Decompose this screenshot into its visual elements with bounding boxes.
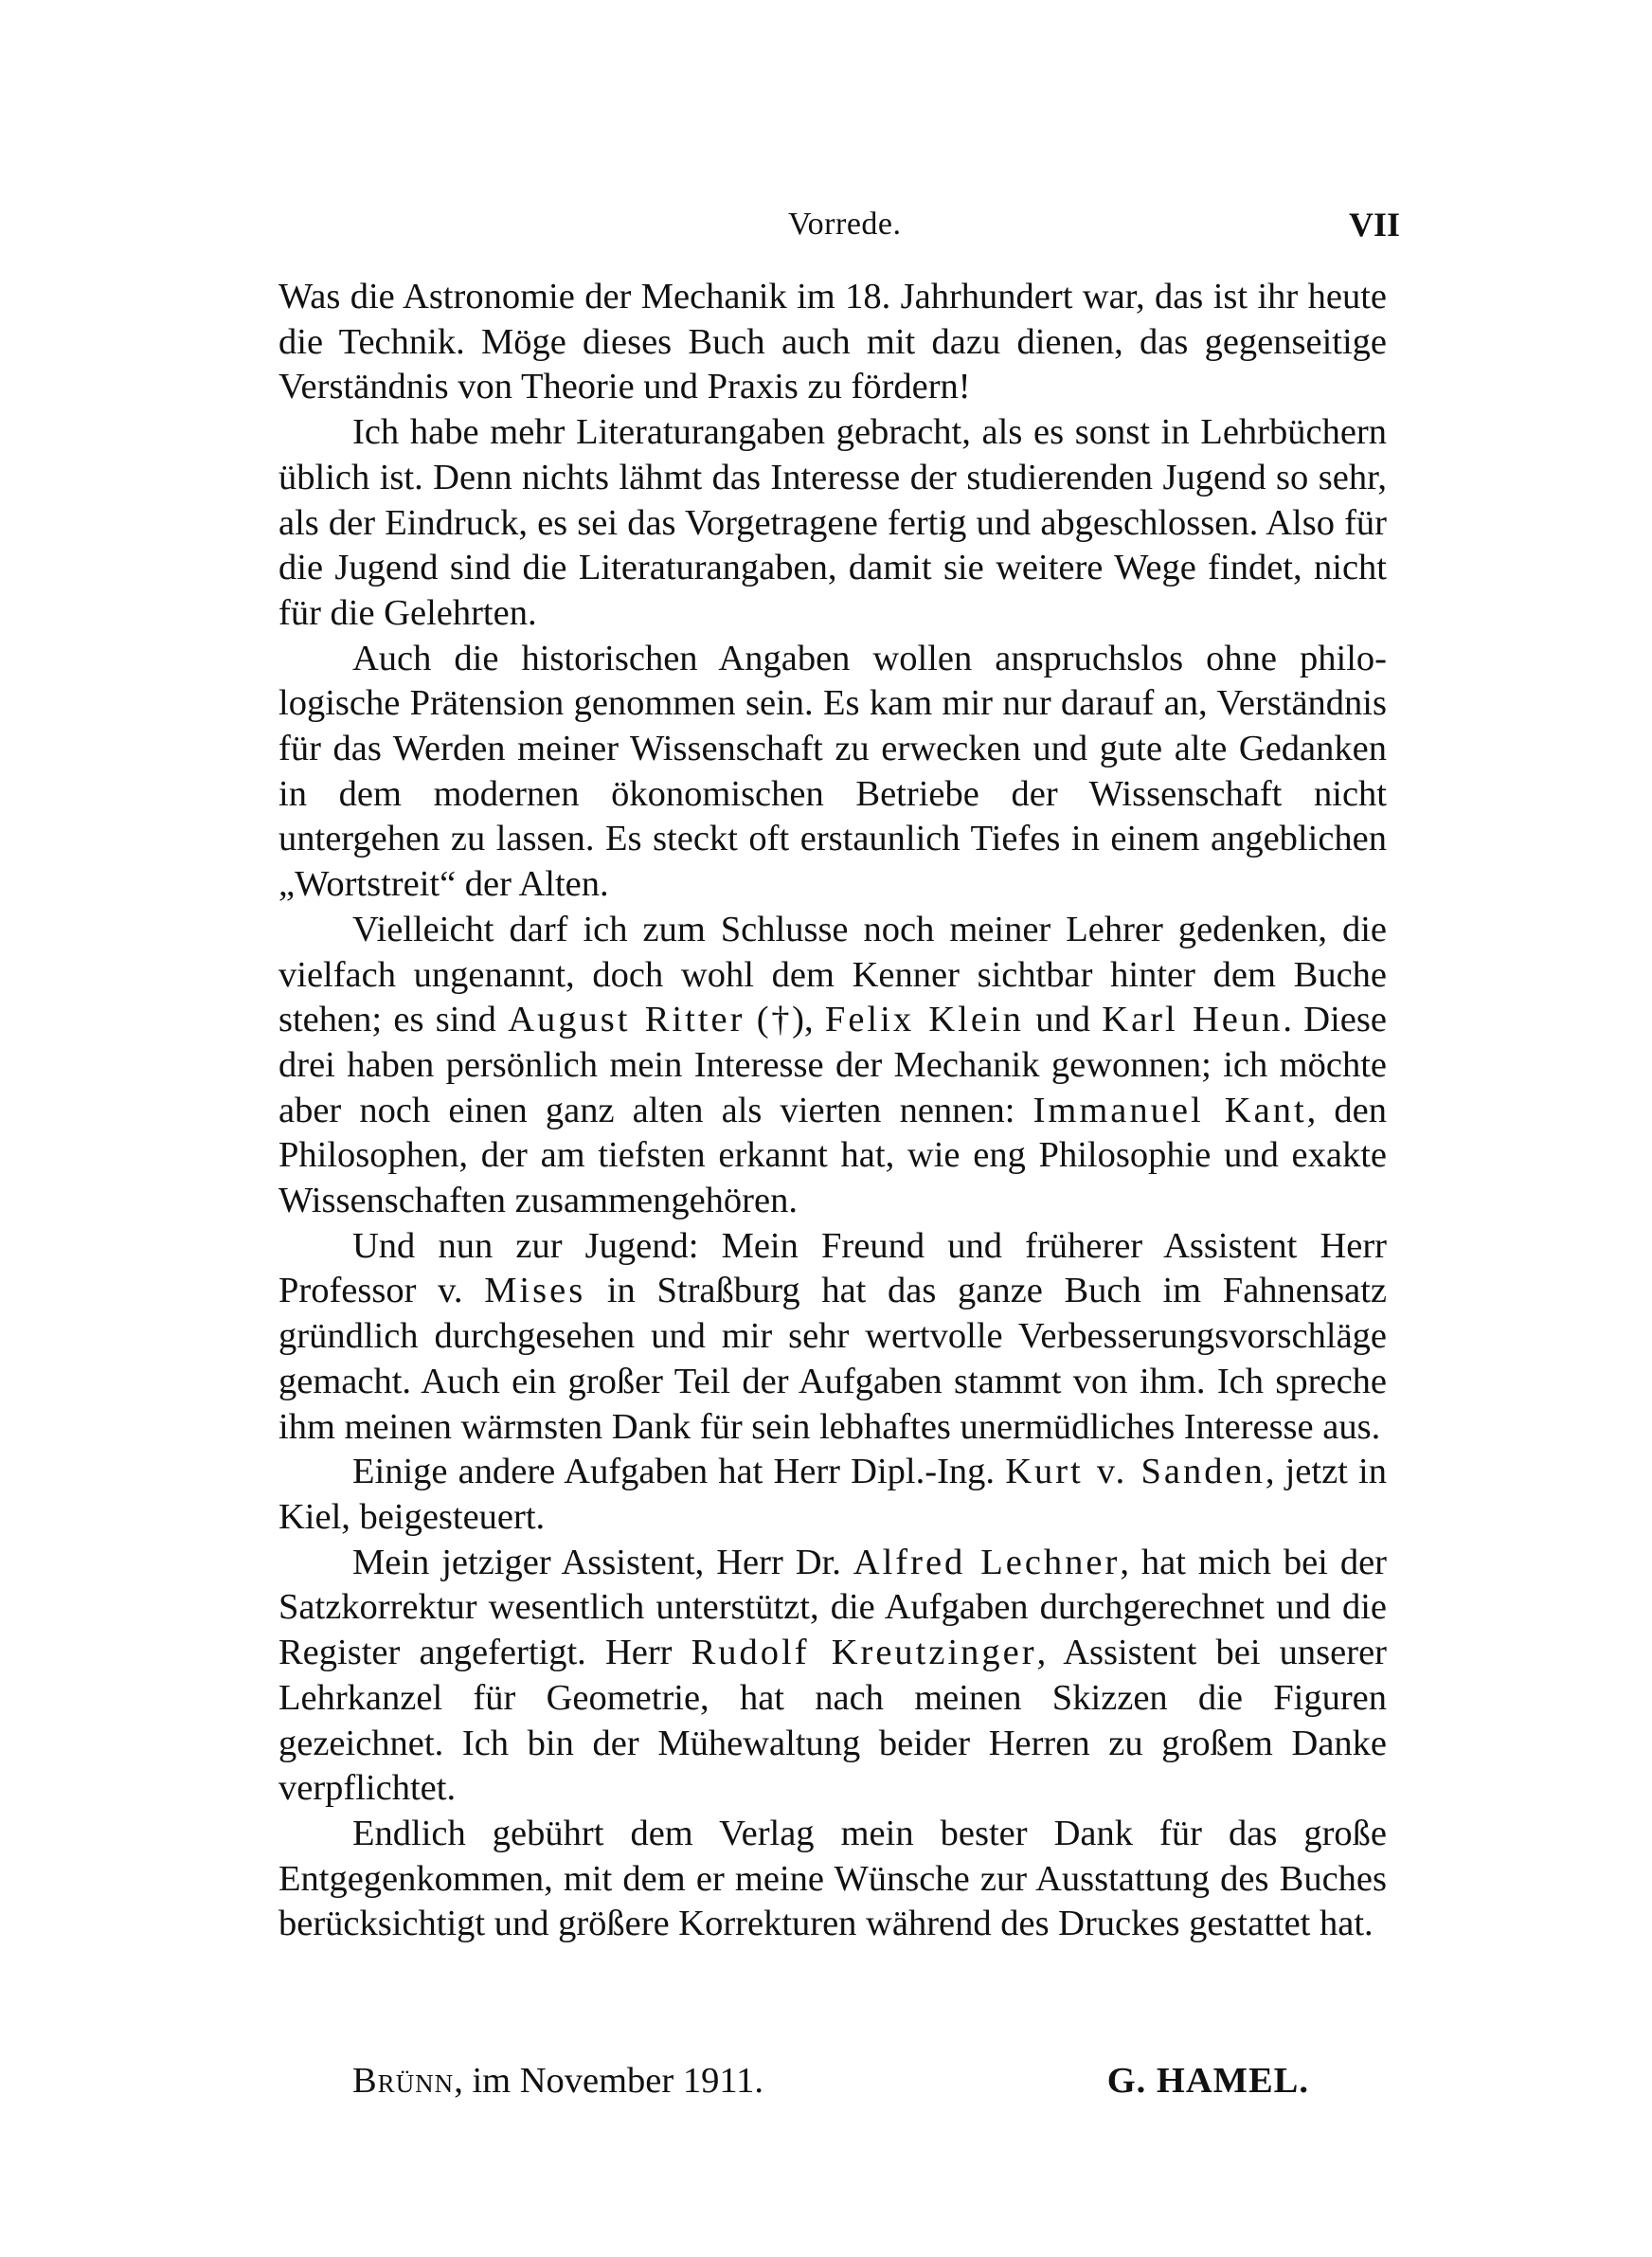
text-run: . Diese drei haben persönlich mein Interesse der Mechanik gewonnen; ich möchte aber noch einen ganz alten als vierten nennen: <box>278 1000 1387 1130</box>
text-run: Vielleicht darf ich zum Schlusse noch meiner Lehrer gedenken, die vielfach ungenannt, doch wohl dem Kenner sichtbar hinter dem Buche stehen; es sind <box>278 909 1387 1040</box>
spaced-name: Immanuel Kant <box>1032 1090 1307 1130</box>
text-run: Auch die historischen Angaben wollen anspruchslos ohne philologische Prätension genommen sein. Es kam mir nur darauf an, Verständnis für das Werden meiner Wissenschaft zu erwecken und gute alte Gedanken in dem modernen ökonomischen Betriebe der Wissenschaft nicht untergehen zu lassen. Es steckt oft erstaunlich Tiefes in einem angeblichen „Wortstreit“ der Alten. <box>278 638 1387 905</box>
paragraph <box>278 410 1387 637</box>
spaced-name: Rudolf Kreutzinger <box>691 1633 1037 1673</box>
text-run: (†), <box>745 1000 825 1040</box>
text-run: Und nun zur Jugend: Mein Freund und früherer Assistent Herr Professor v. <box>278 1225 1387 1311</box>
author-name: G. HAMEL. <box>1106 2061 1309 2101</box>
spaced-name: August Ritter <box>508 1000 745 1040</box>
paragraph <box>278 1541 1387 1812</box>
text-run: Mein jetziger Assistent, Herr Dr. <box>352 1542 853 1582</box>
text-run: , hat mich bei der Satzkorrektur wesentlich unterstützt, die Aufgaben durchgerechnet und die Register angefertigt. Herr <box>278 1542 1387 1673</box>
text-run: Einige andere Aufgaben hat Herr Dipl.-Ing. <box>352 1452 1006 1492</box>
paragraph <box>278 908 1387 1224</box>
paragraph <box>278 1812 1387 1947</box>
text-run: , den Philosophen, der am tiefsten erkannt hat, wie eng Philosophie und exakte Wissenschaften zusammengehören. <box>278 1090 1387 1221</box>
spaced-name: Kurt v. Sanden <box>1005 1452 1266 1492</box>
place-date <box>352 2058 763 2104</box>
date-text: , im November 1911. <box>454 2061 764 2101</box>
spaced-name: Mises <box>484 1271 586 1311</box>
text-run: , jetzt in Kiel, beigesteuert. <box>278 1452 1387 1537</box>
paragraph <box>278 275 1387 410</box>
text-run: Endlich gebührt dem Verlag mein bester Dank für das große Entgegenkommen, mit dem er meine Wünsche zur Ausstattung des Buches berücksichtigt und größere Korrekturen während des Druckes gestattet hat. <box>278 1813 1387 1944</box>
page-number: VII <box>1349 206 1401 244</box>
spaced-name: Alfred Lechner <box>853 1542 1121 1582</box>
spaced-name: Karl Heun <box>1102 1000 1284 1040</box>
paragraph <box>278 637 1387 908</box>
place-name: Brünn <box>352 2061 455 2101</box>
spaced-name: Felix Klein <box>824 1000 1024 1040</box>
paragraph <box>278 1450 1387 1540</box>
running-title: Vorrede. <box>788 207 902 242</box>
text-run: Ich habe mehr Literaturangaben gebracht, als es sonst in Lehrbüchern üblich ist. Denn nichts lähmt das Interesse der studierenden Jugend so sehr, als der Eindruck, es sei das Vorgetragene fertig und abgeschlossen. Also für die Jugend sind die Literaturangaben, damit sie weitere Wege findet, nicht für die Gelehrten. <box>278 412 1387 633</box>
text-run: und <box>1023 1000 1103 1040</box>
preface-body <box>278 275 1387 1947</box>
text-run: in Straßburg hat das ganze Buch im Fahnensatz gründlich durchgesehen und mir sehr wertvolle Verbesserungsvorschläge gemacht. Auch ein großer Teil der Aufgaben stammt von ihm. Ich spreche ihm meinen wärmsten Dank für sein lebhaftes unermüdliches Interesse aus. <box>278 1271 1387 1447</box>
text-run: Was die Astronomie der Mechanik im 18. Jahrhundert war, das ist ihr heute die Technik. Möge dieses Buch auch mit dazu dienen, das gegenseitige Verständnis von Theorie und Praxis zu fördern! <box>278 277 1387 407</box>
paragraph <box>278 1224 1387 1451</box>
text-run: , Assistent bei unserer Lehrkanzel für Geometrie, hat nach meinen Skizzen die Figuren gezeichnet. Ich bin der Mühewaltung beider Herren zu großem Danke verpflichtet. <box>278 1633 1387 1809</box>
